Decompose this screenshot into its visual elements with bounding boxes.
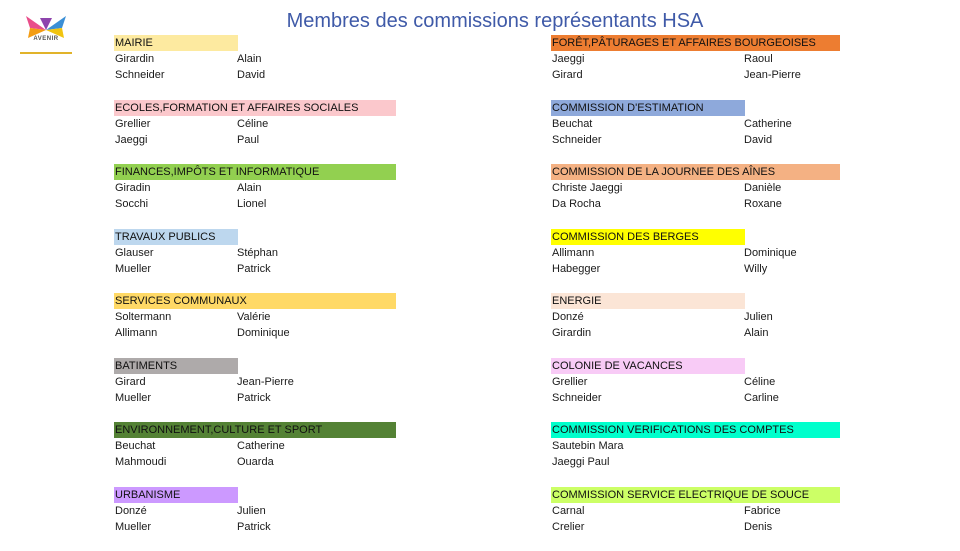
commission-title: ENERGIE [551, 293, 745, 309]
commission-title: FINANCES,IMPÔTS ET INFORMATIQUE [114, 164, 396, 180]
member-lastname: Da Rocha [552, 196, 601, 212]
commission-title: COMMISSION D'ESTIMATION [551, 100, 745, 116]
commission-block [551, 35, 840, 100]
member-firstname: Dominique [744, 245, 797, 261]
commission-title: URBANISME [114, 487, 238, 503]
member-lastname: Donzé [552, 309, 584, 325]
member-row [551, 503, 840, 519]
member-firstname: Patrick [237, 261, 271, 277]
member-lastname: Schneider [115, 67, 165, 83]
member-firstname: Carline [744, 390, 779, 406]
member-lastname: Sautebin Mara [552, 438, 624, 454]
member-lastname: Grellier [552, 374, 587, 390]
commission-title: BATIMENTS [114, 358, 238, 374]
member-row [114, 438, 396, 454]
commission-title: MAIRIE [114, 35, 238, 51]
member-row [114, 374, 396, 390]
member-firstname: Denis [744, 519, 772, 535]
member-firstname: Jean-Pierre [744, 67, 801, 83]
commission-block [114, 293, 396, 358]
commission-title: ECOLES,FORMATION ET AFFAIRES SOCIALES [114, 100, 396, 116]
member-lastname: Carnal [552, 503, 584, 519]
member-row [551, 390, 840, 406]
commission-title: TRAVAUX PUBLICS [114, 229, 238, 245]
commission-title: SERVICES COMMUNAUX [114, 293, 396, 309]
member-row [114, 325, 396, 341]
member-lastname: Allimann [552, 245, 594, 261]
commission-block [551, 358, 840, 423]
member-row [114, 390, 396, 406]
commission-block [114, 164, 396, 229]
member-lastname: Jaeggi Paul [552, 454, 610, 470]
member-lastname: Allimann [115, 325, 157, 341]
member-row [551, 374, 840, 390]
member-lastname: Girardin [115, 51, 154, 67]
member-firstname: Paul [237, 132, 259, 148]
member-row [551, 132, 840, 148]
member-firstname: David [744, 132, 772, 148]
commission-block [551, 229, 840, 294]
commission-title: COMMISSION SERVICE ELECTRIQUE DE SOUCE [551, 487, 840, 503]
member-lastname: Schneider [552, 132, 602, 148]
member-lastname: Schneider [552, 390, 602, 406]
member-firstname: Jean-Pierre [237, 374, 294, 390]
commission-block [551, 164, 840, 229]
member-row [551, 196, 840, 212]
member-row [551, 438, 840, 454]
member-lastname: Christe Jaeggi [552, 180, 622, 196]
member-lastname: Giradin [115, 180, 150, 196]
commission-block [551, 487, 840, 551]
member-firstname: Danièle [744, 180, 781, 196]
commission-block [114, 100, 396, 165]
commission-title: ENVIRONNEMENT,CULTURE ET SPORT [114, 422, 396, 438]
member-row [114, 261, 396, 277]
member-firstname: Patrick [237, 519, 271, 535]
commission-block [551, 422, 840, 487]
member-row [551, 519, 840, 535]
member-row [551, 180, 840, 196]
member-lastname: Mueller [115, 261, 151, 277]
member-row [114, 503, 396, 519]
member-row [114, 132, 396, 148]
member-firstname: Ouarda [237, 454, 274, 470]
member-lastname: Mahmoudi [115, 454, 166, 470]
logo-underline [20, 52, 72, 54]
commission-title: COMMISSION DE LA JOURNEE DES AÎNES [551, 164, 840, 180]
member-lastname: Glauser [115, 245, 154, 261]
member-row [551, 51, 840, 67]
member-firstname: Céline [237, 116, 268, 132]
member-firstname: Julien [744, 309, 773, 325]
member-lastname: Habegger [552, 261, 600, 277]
commission-title: COLONIE DE VACANCES [551, 358, 745, 374]
member-lastname: Soltermann [115, 309, 171, 325]
member-lastname: Jaeggi [552, 51, 584, 67]
member-row [114, 454, 396, 470]
member-lastname: Mueller [115, 519, 151, 535]
commission-block [114, 358, 396, 423]
member-lastname: Mueller [115, 390, 151, 406]
member-row [551, 325, 840, 341]
member-lastname: Jaeggi [115, 132, 147, 148]
member-row [114, 180, 396, 196]
member-firstname: Céline [744, 374, 775, 390]
commission-block [551, 293, 840, 358]
member-row [551, 261, 840, 277]
member-row [551, 454, 840, 470]
member-row [551, 67, 840, 83]
member-firstname: Patrick [237, 390, 271, 406]
commission-block [114, 229, 396, 294]
member-lastname: Girard [552, 67, 583, 83]
member-lastname: Girardin [552, 325, 591, 341]
member-lastname: Girard [115, 374, 146, 390]
member-row [114, 51, 396, 67]
commission-title: COMMISSION DES BERGES [551, 229, 745, 245]
member-row [114, 309, 396, 325]
member-firstname: Julien [237, 503, 266, 519]
member-firstname: Roxane [744, 196, 782, 212]
member-firstname: Catherine [237, 438, 285, 454]
commission-block [114, 487, 396, 551]
logo-text: AVENIR [20, 36, 72, 42]
member-lastname: Grellier [115, 116, 150, 132]
left-column [114, 35, 396, 551]
commission-block [114, 422, 396, 487]
right-column [551, 35, 840, 551]
member-row [114, 196, 396, 212]
commission-block [551, 100, 840, 165]
member-row [114, 519, 396, 535]
member-firstname: Lionel [237, 196, 266, 212]
member-row [114, 245, 396, 261]
member-row [114, 67, 396, 83]
commission-title: FORÊT,PÂTURAGES ET AFFAIRES BOURGEOISES [551, 35, 840, 51]
page-title: Membres des commissions représentants HSA [0, 10, 960, 33]
member-lastname: Socchi [115, 196, 148, 212]
member-lastname: Donzé [115, 503, 147, 519]
member-firstname: Catherine [744, 116, 792, 132]
member-row [551, 116, 840, 132]
member-firstname: Willy [744, 261, 767, 277]
member-lastname: Beuchat [115, 438, 155, 454]
member-lastname: Beuchat [552, 116, 592, 132]
member-firstname: Stéphan [237, 245, 278, 261]
member-lastname: Crelier [552, 519, 584, 535]
member-firstname: Valérie [237, 309, 270, 325]
member-firstname: Alain [237, 180, 261, 196]
member-firstname: Raoul [744, 51, 773, 67]
member-row [551, 309, 840, 325]
member-firstname: Alain [237, 51, 261, 67]
member-row [551, 245, 840, 261]
member-firstname: David [237, 67, 265, 83]
member-firstname: Fabrice [744, 503, 781, 519]
member-firstname: Alain [744, 325, 768, 341]
commission-block [114, 35, 396, 100]
commission-title: COMMISSION VERIFICATIONS DES COMPTES [551, 422, 840, 438]
member-row [114, 116, 396, 132]
member-firstname: Dominique [237, 325, 290, 341]
